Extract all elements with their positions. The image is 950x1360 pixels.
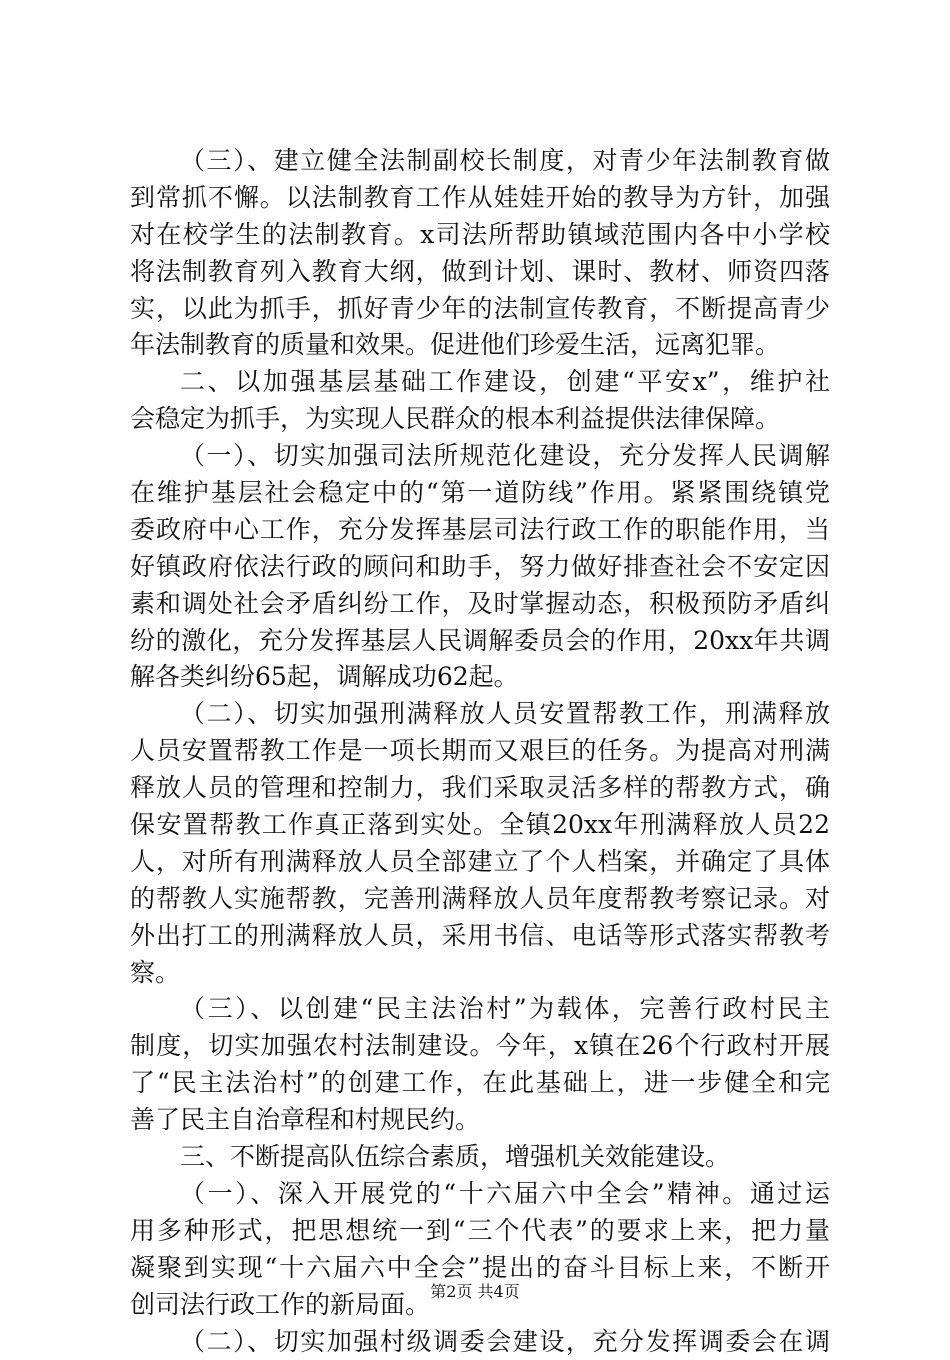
text-line: 二、以加强基层基础工作建设，创建“平安x”，维护社 <box>130 364 830 401</box>
paragraph <box>130 1139 830 1176</box>
text-line: 察。 <box>130 955 830 992</box>
text-line: 委政府中心工作，充分发挥基层司法行政工作的职能作用，当 <box>130 512 830 549</box>
text-line: 创司法行政工作的新局面。 <box>130 1287 830 1324</box>
text-line: 在维护基层社会稳定中的“第一道防线”作用。紧紧围绕镇党 <box>130 475 830 512</box>
paragraph <box>130 991 830 1139</box>
paragraph <box>130 143 830 364</box>
text-line: 解各类纠纷65起，调解成功62起。 <box>130 659 830 696</box>
paragraph <box>130 364 830 438</box>
text-line: 了“民主法治村”的创建工作，在此基础上，进一步健全和完 <box>130 1065 830 1102</box>
paragraph <box>130 696 830 991</box>
text-line: 凝聚到实现“十六届六中全会”提出的奋斗目标上来，不断开 <box>130 1250 830 1287</box>
text-line: 年法制教育的质量和效果。促进他们珍爱生活，远离犯罪。 <box>130 327 830 364</box>
page-footer: 第2页 共4页 <box>0 1282 950 1302</box>
text-line: 好镇政府依法行政的顾问和助手，努力做好排查社会不安定因 <box>130 549 830 586</box>
text-line: （二）、切实加强村级调委会建设，充分发挥调委会在调 <box>130 1324 830 1360</box>
text-line: 善了民主自治章程和村规民约。 <box>130 1102 830 1139</box>
text-line: 保安置帮教工作真正落到实处。全镇20xx年刑满释放人员22 <box>130 807 830 844</box>
text-line: 对在校学生的法制教育。x司法所帮助镇域范围内各中小学校 <box>130 217 830 254</box>
text-line: 人，对所有刑满释放人员全部建立了个人档案，并确定了具体 <box>130 844 830 881</box>
text-line: 会稳定为抓手，为实现人民群众的根本利益提供法律保障。 <box>130 401 830 438</box>
text-line: 的帮教人实施帮教，完善刑满释放人员年度帮教考察记录。对 <box>130 881 830 918</box>
text-line: 到常抓不懈。以法制教育工作从娃娃开始的教导为方针，加强 <box>130 180 830 217</box>
document-body <box>130 143 830 1360</box>
text-line: （三）、建立健全法制副校长制度，对青少年法制教育做 <box>130 143 830 180</box>
text-line: （一）、深入开展党的“十六届六中全会”精神。通过运 <box>130 1176 830 1213</box>
text-line: 三、不断提高队伍综合素质，增强机关效能建设。 <box>130 1139 830 1176</box>
text-line: 素和调处社会矛盾纠纷工作，及时掌握动态，积极预防矛盾纠 <box>130 586 830 623</box>
text-line: 释放人员的管理和控制力，我们采取灵活多样的帮教方式，确 <box>130 770 830 807</box>
text-line: （一）、切实加强司法所规范化建设，充分发挥人民调解 <box>130 438 830 475</box>
text-line: 制度，切实加强农村法制建设。今年，x镇在26个行政村开展 <box>130 1028 830 1065</box>
text-line: 将法制教育列入教育大纲，做到计划、课时、教材、师资四落 <box>130 254 830 291</box>
paragraph <box>130 1324 830 1360</box>
text-line: （二）、切实加强刑满释放人员安置帮教工作，刑满释放 <box>130 696 830 733</box>
paragraph <box>130 438 830 696</box>
text-line: 实，以此为抓手，抓好青少年的法制宣传教育，不断提高青少 <box>130 291 830 328</box>
text-line: 用多种形式，把思想统一到“三个代表”的要求上来，把力量 <box>130 1213 830 1250</box>
text-line: 人员安置帮教工作是一项长期而又艰巨的任务。为提高对刑满 <box>130 733 830 770</box>
text-line: （三）、以创建“民主法治村”为载体，完善行政村民主 <box>130 991 830 1028</box>
text-line: 纷的激化，充分发挥基层人民调解委员会的作用，20xx年共调 <box>130 623 830 660</box>
text-line: 外出打工的刑满释放人员，采用书信、电话等形式落实帮教考 <box>130 918 830 955</box>
